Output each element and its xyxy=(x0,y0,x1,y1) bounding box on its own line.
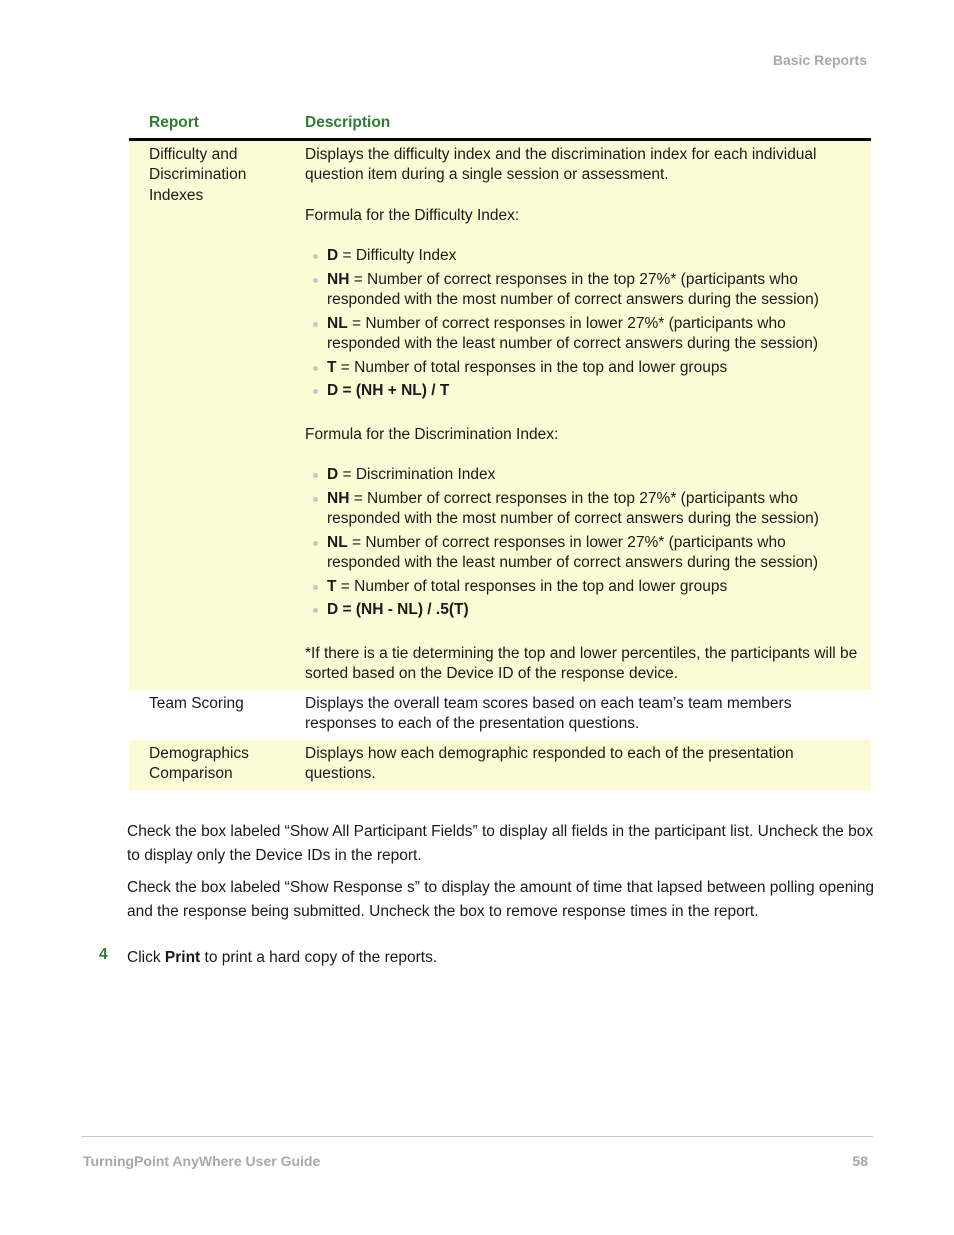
step-text: Click Print to print a hard copy of the reports. xyxy=(127,949,438,966)
bullet-icon xyxy=(313,473,318,478)
table-row xyxy=(129,740,871,790)
bullet-icon xyxy=(313,585,318,590)
difficulty-formula-list xyxy=(305,246,861,402)
report-description xyxy=(305,139,871,690)
footer-guide-title: TurningPoint AnyWhere User Guide xyxy=(83,1153,321,1169)
discrimination-formula-list xyxy=(305,465,861,621)
table-row xyxy=(129,139,871,690)
page-number: 58 xyxy=(852,1153,868,1169)
list-item: T = Number of total responses in the top and lower groups xyxy=(305,358,861,379)
report-description: Displays the overall team scores based on each team’s team members responses to each of the presentation questions. xyxy=(305,694,792,732)
report-name: Difficulty and Discrimination Indexes xyxy=(129,139,305,690)
description-intro: Displays the difficulty index and the discrimination index for each individual question item during a single session or assessment. xyxy=(305,145,817,183)
bullet-icon xyxy=(313,366,318,371)
list-item: NL = Number of correct responses in lower 27%* (participants who responded with the least number of correct answers during the session) xyxy=(305,533,861,574)
list-item: D = (NH + NL) / T xyxy=(305,381,861,402)
table-header-row xyxy=(129,108,871,139)
bullet-icon xyxy=(313,541,318,546)
bullet-icon xyxy=(313,278,318,283)
participant-fields-paragraph: Check the box labeled “Show All Participant Fields” to display all fields in the participant list. Uncheck the box to display only the Device IDs in the report. xyxy=(127,823,874,864)
list-item: D = Discrimination Index xyxy=(305,465,861,486)
difficulty-formula-heading: Formula for the Difficulty Index: xyxy=(305,206,520,224)
list-item: D = Difficulty Index xyxy=(305,246,861,267)
list-item: T = Number of total responses in the top and lower groups xyxy=(305,577,861,598)
column-header-report: Report xyxy=(129,108,305,139)
list-item: NL = Number of correct responses in lower 27%* (participants who responded with the least number of correct answers during the session) xyxy=(305,314,861,355)
footer-divider xyxy=(81,1136,873,1137)
response-time-paragraph: Check the box labeled “Show Response s” to display the amount of time that lapsed between polling opening and the response being submitted. Uncheck the box to remove response times in the report. xyxy=(127,879,875,920)
step-number: 4 xyxy=(99,946,108,963)
bullet-icon xyxy=(313,497,318,502)
bullet-icon xyxy=(313,389,318,394)
report-description: Displays how each demographic responded to each of the presentation questions. xyxy=(305,740,871,790)
bullet-icon xyxy=(313,254,318,259)
discrimination-formula-heading: Formula for the Discrimination Index: xyxy=(305,425,559,443)
table-row xyxy=(129,690,871,740)
bullet-icon xyxy=(313,608,318,613)
list-item: D = (NH - NL) / .5(T) xyxy=(305,600,861,621)
bullet-icon xyxy=(313,322,318,327)
report-name: Demographics Comparison xyxy=(129,740,305,790)
tie-footnote: *If there is a tie determining the top and lower percentiles, the participants will be sorted based on the Device ID of the response device. xyxy=(305,644,858,682)
list-item: NH = Number of correct responses in the top 27%* (participants who responded with the most number of correct answers during the session) xyxy=(305,270,861,311)
report-name: Team Scoring xyxy=(149,694,244,712)
column-header-description: Description xyxy=(305,108,871,139)
list-item: NH = Number of correct responses in the top 27%* (participants who responded with the most number of correct answers during the session) xyxy=(305,489,861,530)
print-command: Print xyxy=(164,949,201,966)
reports-table xyxy=(129,108,871,790)
running-header: Basic Reports xyxy=(772,52,867,68)
